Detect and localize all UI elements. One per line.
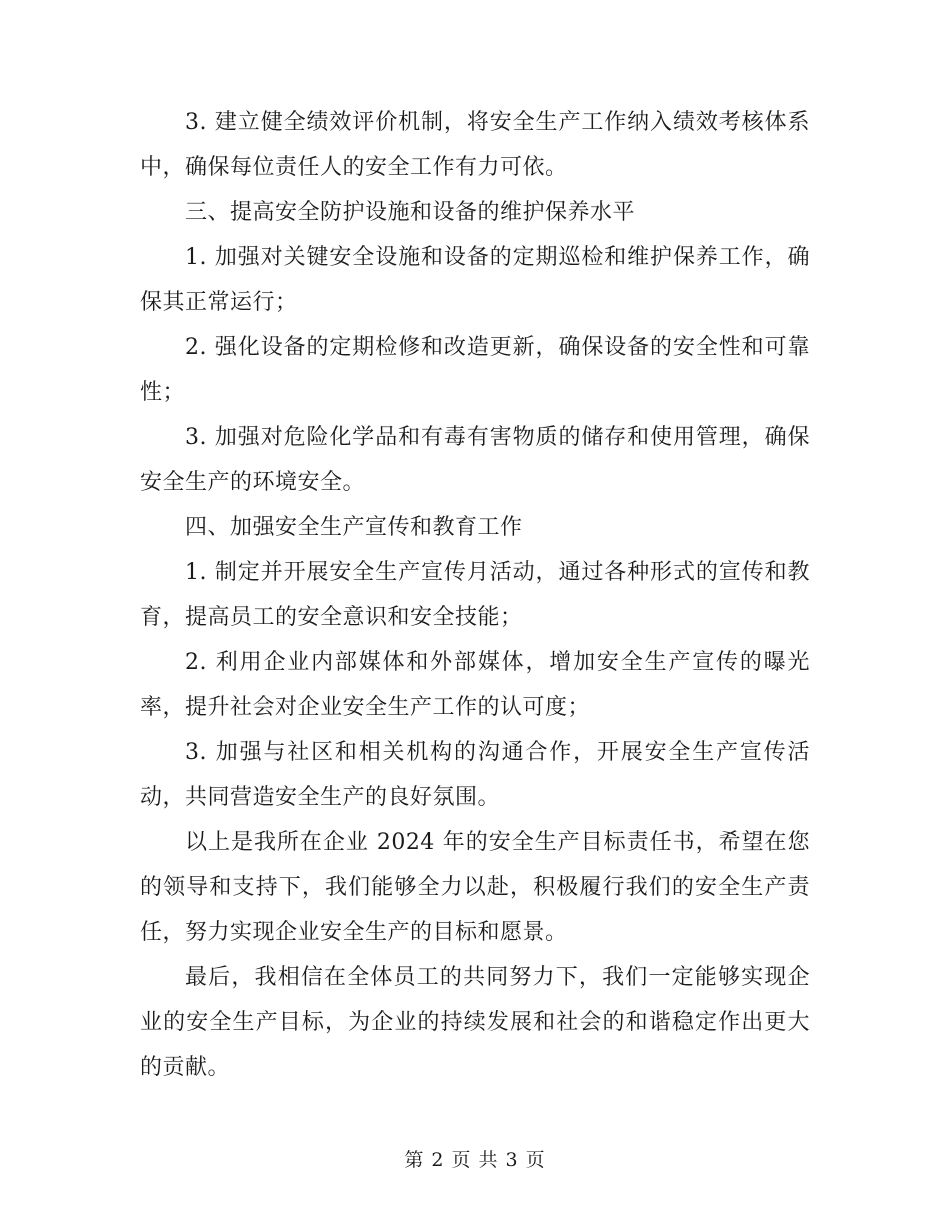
paragraph-media: 2. 利用企业内部媒体和外部媒体，增加安全生产宣传的曝光率，提升社会对企业安全生产工作的认可度； bbox=[140, 650, 810, 720]
paragraph-summary: 以上是我所在企业 2024 年的安全生产目标责任书，希望在您的领导和支持下，我们能够全力以赴，积极履行我们的安全生产责任，努力实现企业安全生产的目标和愿景。 bbox=[140, 830, 810, 945]
paragraph-maintenance: 2. 强化设备的定期检修和改造更新，确保设备的安全性和可靠性； bbox=[140, 335, 810, 405]
section-heading-4: 四、加强安全生产宣传和教育工作 bbox=[185, 515, 523, 540]
paragraph-hazardous-materials: 3. 加强对危险化学品和有毒有害物质的储存和使用管理，确保安全生产的环境安全。 bbox=[140, 425, 810, 495]
paragraph-closing: 最后，我相信在全体员工的共同努力下，我们一定能够实现企业的安全生产目标，为企业的持续发展和社会的和谐稳定作出更大的贡献。 bbox=[140, 965, 810, 1080]
document-body bbox=[140, 100, 810, 1090]
page-number-footer: 第 2 页 共 3 页 bbox=[404, 1149, 546, 1171]
section-heading-3: 三、提高安全防护设施和设备的维护保养水平 bbox=[185, 200, 636, 225]
paragraph-performance-evaluation: 3. 建立健全绩效评价机制，将安全生产工作纳入绩效考核体系中，确保每位责任人的安全工作有力可依。 bbox=[140, 110, 810, 180]
paragraph-community: 3. 加强与社区和相关机构的沟通合作，开展安全生产宣传活动，共同营造安全生产的良好氛围。 bbox=[140, 740, 810, 810]
paragraph-inspection: 1. 加强对关键安全设施和设备的定期巡检和维护保养工作，确保其正常运行； bbox=[140, 245, 810, 315]
paragraph-safety-month: 1. 制定并开展安全生产宣传月活动，通过各种形式的宣传和教育，提高员工的安全意识和安全技能； bbox=[140, 560, 810, 630]
